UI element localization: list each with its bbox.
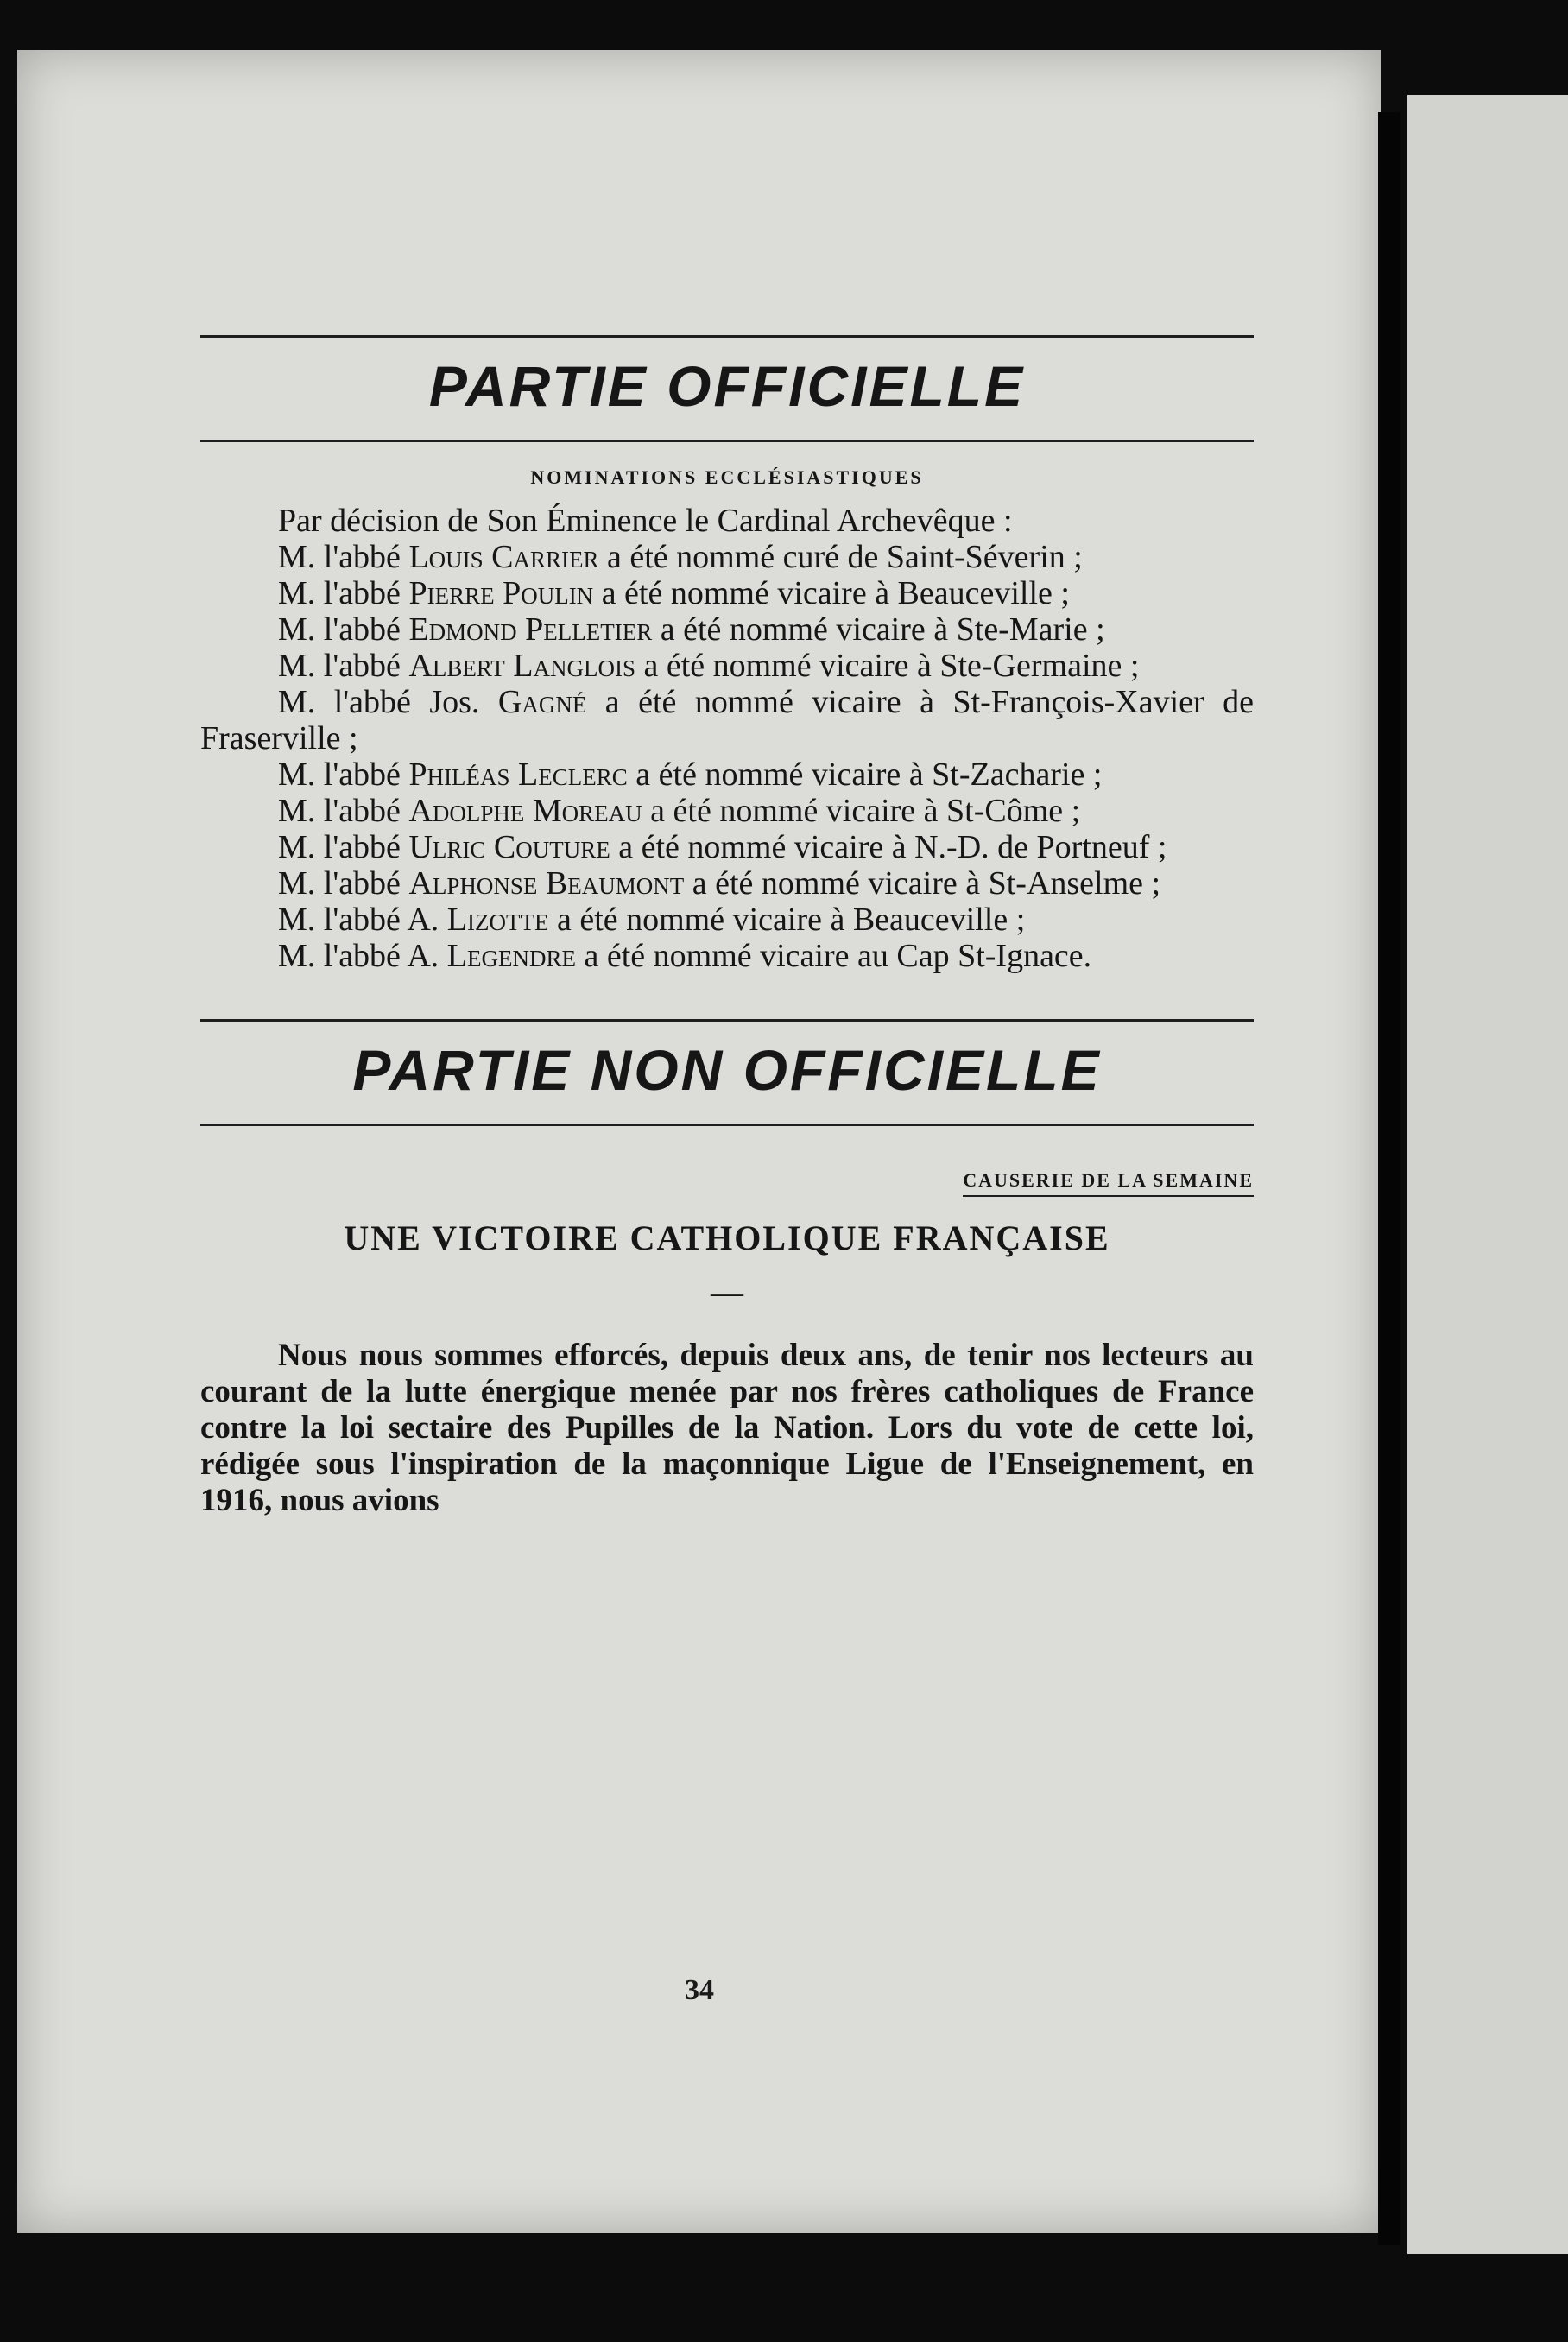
entry-text: a été nommé curé de Saint-Séverin ; <box>607 539 1083 575</box>
entry-prefix: M. l'abbé Jos. <box>278 684 480 720</box>
top-rule <box>200 335 1254 338</box>
entry-name: Lizotte <box>446 902 549 938</box>
headline-separator: — <box>711 1275 743 1311</box>
nomination-entry <box>200 865 1254 902</box>
non-official-section-title: PARTIE NON OFFICIELLE <box>352 1038 1102 1102</box>
entry-name: Ulric Couture <box>408 829 610 865</box>
entry-prefix: M. l'abbé A. <box>278 902 439 938</box>
entry-name: Adolphe Moreau <box>408 793 642 829</box>
page-content <box>200 335 1254 1519</box>
section-rule-bottom <box>200 1124 1254 1126</box>
entry-text: a été nommé vicaire à Beauceville ; <box>556 902 1026 938</box>
nomination-entry <box>200 684 1254 756</box>
adjacent-page-edge <box>1407 95 1568 2254</box>
entry-prefix: M. l'abbé <box>278 648 401 684</box>
entry-text: a été nommé vicaire à St-François-Xavier de Fraserville ; <box>200 684 1255 756</box>
entry-text: a été nommé vicaire à Ste-Germaine ; <box>643 648 1140 684</box>
entry-name: Pierre Poulin <box>408 575 594 611</box>
intro-line: Par décision de Son Éminence le Cardinal Archevêque : <box>278 503 1013 539</box>
nomination-entry <box>200 756 1254 793</box>
entry-prefix: M. l'abbé <box>278 539 401 575</box>
entry-text: a été nommé vicaire à St-Côme ; <box>650 793 1081 829</box>
entry-prefix: M. l'abbé <box>278 829 401 865</box>
entry-name: Albert Langlois <box>408 648 635 684</box>
article-headline: UNE VICTOIRE CATHOLIQUE FRANÇAISE <box>344 1218 1110 1257</box>
entry-name: Louis Carrier <box>408 539 599 575</box>
entry-prefix: M. l'abbé <box>278 865 401 902</box>
entry-name: Philéas Leclerc <box>408 756 628 793</box>
nomination-entry <box>200 575 1254 611</box>
entry-prefix: M. l'abbé <box>278 575 401 611</box>
official-section-title: PARTIE OFFICIELLE <box>428 354 1026 418</box>
entry-text: a été nommé vicaire à St-Anselme ; <box>692 865 1161 902</box>
entry-text: a été nommé vicaire à Beauceville ; <box>601 575 1070 611</box>
nomination-entry <box>200 793 1254 829</box>
entry-prefix: M. l'abbé <box>278 793 401 829</box>
nomination-entry <box>200 829 1254 865</box>
nominations-subheading: NOMINATIONS ECCLÉSIASTIQUES <box>530 466 924 488</box>
nominations-list <box>200 539 1254 974</box>
entry-name: Gagné <box>497 684 587 720</box>
entry-text: a été nommé vicaire à N.-D. de Portneuf ; <box>618 829 1167 865</box>
section-rule-top <box>200 1019 1254 1022</box>
title-rule <box>200 440 1254 442</box>
nomination-entry <box>200 938 1254 974</box>
entry-name: Legendre <box>446 938 576 974</box>
entry-text: a été nommé vicaire à St-Zacharie ; <box>635 756 1103 793</box>
document-page <box>17 50 1381 2233</box>
nomination-entry <box>200 648 1254 684</box>
nomination-entry <box>200 539 1254 575</box>
nomination-entry <box>200 611 1254 648</box>
article-paragraph: Nous nous sommes efforcés, depuis deux ans, de tenir nos lecteurs au courant de la lutte énergique menée par nos frères catholiques de France contre la loi sectaire des Pupilles de la Nation. Lors du vote de cette loi, rédigée sous l'inspiration de la maçonnique Ligue de l'Enseignement, en 1916, nous avions <box>200 1338 1254 1518</box>
entry-text: a été nommé vicaire à Ste-Marie ; <box>660 611 1105 648</box>
book-gutter <box>1378 112 1400 2245</box>
rubric-label: CAUSERIE DE LA SEMAINE <box>963 1169 1254 1197</box>
entry-name: Alphonse Beaumont <box>408 865 685 902</box>
nomination-entry <box>200 902 1254 938</box>
entry-prefix: M. l'abbé <box>278 611 401 648</box>
entry-name: Edmond Pelletier <box>408 611 653 648</box>
page-number: 34 <box>685 1974 714 2006</box>
entry-prefix: M. l'abbé <box>278 756 401 793</box>
entry-prefix: M. l'abbé A. <box>278 938 439 974</box>
rubric-container <box>200 1169 1254 1197</box>
entry-text: a été nommé vicaire au Cap St-Ignace. <box>584 938 1092 974</box>
